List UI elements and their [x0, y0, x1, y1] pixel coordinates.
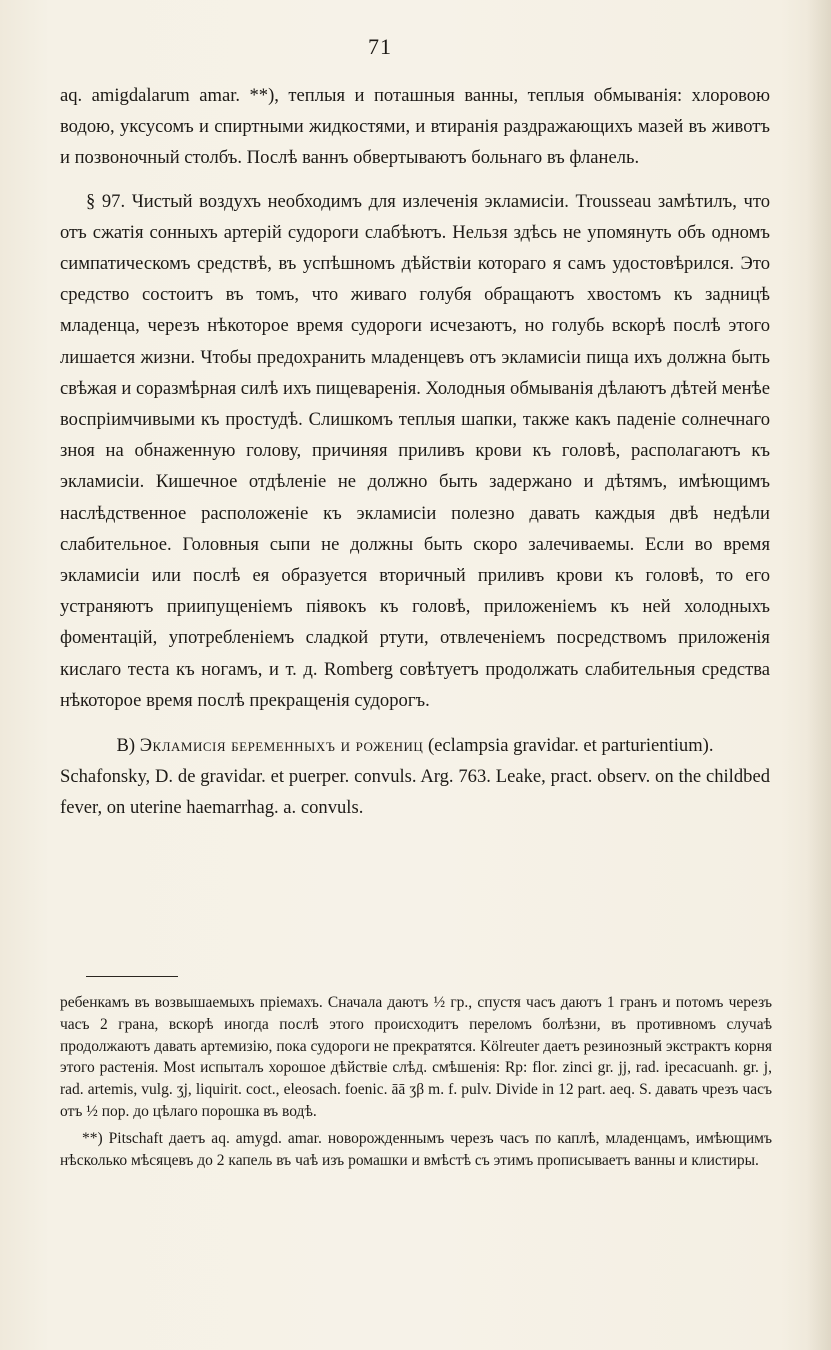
footnotes — [60, 992, 772, 1171]
section-number: § 97. — [86, 190, 126, 212]
main-text — [60, 80, 770, 823]
section-97-paragraph — [60, 186, 770, 716]
subsection-heading — [60, 730, 770, 761]
page-number: 71 — [368, 34, 392, 59]
section-text: Чистый воздухъ необходимъ для излеченія экламисіи. Trousseau замѣтилъ, что отъ сжатія сонныхъ артерій судороги слабѣютъ. Нельзя здѣсь не упомянуть объ одномъ симпатическомъ средствѣ, въ успѣшномъ дѣйствіи котораго я самъ удостовѣрился. Это средство состоитъ въ томъ, что живаго голубя обращаютъ хвостомъ къ задницѣ младенца, черезъ нѣкоторое время судороги исчезаютъ, но голубь вскорѣ послѣ этого лишается жизни. Чтобы предохранить младенцевъ отъ экламисіи пища ихъ должна быть свѣжая и соразмѣрная силѣ ихъ пищеваренія. Холодныя обмыванія дѣлаютъ дѣтей менѣе воспріимчивыми къ простудѣ. Слишкомъ теплыя шапки, также какъ паденіе солнечнаго зноя на обнаженную голову, причиняя приливъ крови къ головѣ, располагаютъ къ экламисіи. Кишечное отдѣленіе не должно быть задержано и дѣтямъ, имѣющимъ наслѣдственное расположеніе къ экламисіи полезно давать каждыя двѣ недѣли слабительное. Головныя сыпи не должны быть скоро залечиваемы. Если во время экламисіи или послѣ ея образуется вторичный приливъ крови къ головѣ, то его устраняютъ приипущеніемъ піявокъ къ головѣ, приложеніемъ къ ней холодныхъ фоментацій, употребленіемъ сладкой ртути, отвлеченіемъ посредствомъ приложенія кислаго теста къ ногамъ, и т. д. Romberg совѣтуетъ продолжать слабительныя средства нѣкоторое время послѣ прекращенія судорогъ. — [60, 190, 770, 711]
footnote-double-asterisk: **) Pitschaft даетъ aq. amygd. amar. новорожденнымъ черезъ часъ по каплѣ, младенцамъ, имѣющимъ нѣсколько мѣсяцевъ до 2 капель въ чаѣ изъ ромашки и вмѣстѣ съ этимъ прописываетъ ванны и клистиры. — [60, 1129, 772, 1169]
footnote-continuation: ребенкамъ въ возвышаемыхъ пріемахъ. Сначала даютъ ½ гр., спустя часъ даютъ 1 гранъ и потомъ черезъ часъ 2 грана, вскорѣ иногда послѣ этого происходитъ переломъ болѣзни, въ противномъ случаѣ продолжаютъ давать артемизію, пока судороги не прекратятся. Kölreuter даетъ резинозный экстрактъ корня этого растенія. Most испыталъ хорошое дѣйствіе слѣд. смѣшенія: Rp: flor. zinci gr. jj, rad. ipecacuanh. gr. j, rad. artemis, vulg. ʒj, liquirit. coct., eleosach. foenic. āā ʒβ m. f. pulv. Divide in 12 part. aeq. S. давать чрезъ часъ отъ ½ пор. до цѣлаго порошка въ водѣ. — [60, 994, 772, 1120]
subsection-marker: B) — [116, 735, 136, 757]
subsection-title: Экламисія беременныхъ и рожениц — [139, 735, 424, 757]
subsection-title-latin: (eclampsia gravidar. et parturientium). — [427, 735, 714, 757]
intro-paragraph: aq. amigdalarum amar. **), теплыя и поташныя ванны, теплыя обмыванія: хлоровою водою, уксусомъ и спиртными жидкостями, и втиранія раздражающихъ мазей въ животъ и позвоночный столбъ. Послѣ ваннъ обвертываютъ больнаго въ фланель. — [60, 85, 770, 169]
literature-reference: Schafonsky, D. de gravidar. et puerper. convuls. Arg. 763. Leake, pract. observ. on the childbed fever, on uterine haemarrhag. a. convuls. — [60, 766, 770, 819]
footnote-divider — [86, 976, 178, 977]
page-edge-shadow — [807, 0, 831, 1350]
